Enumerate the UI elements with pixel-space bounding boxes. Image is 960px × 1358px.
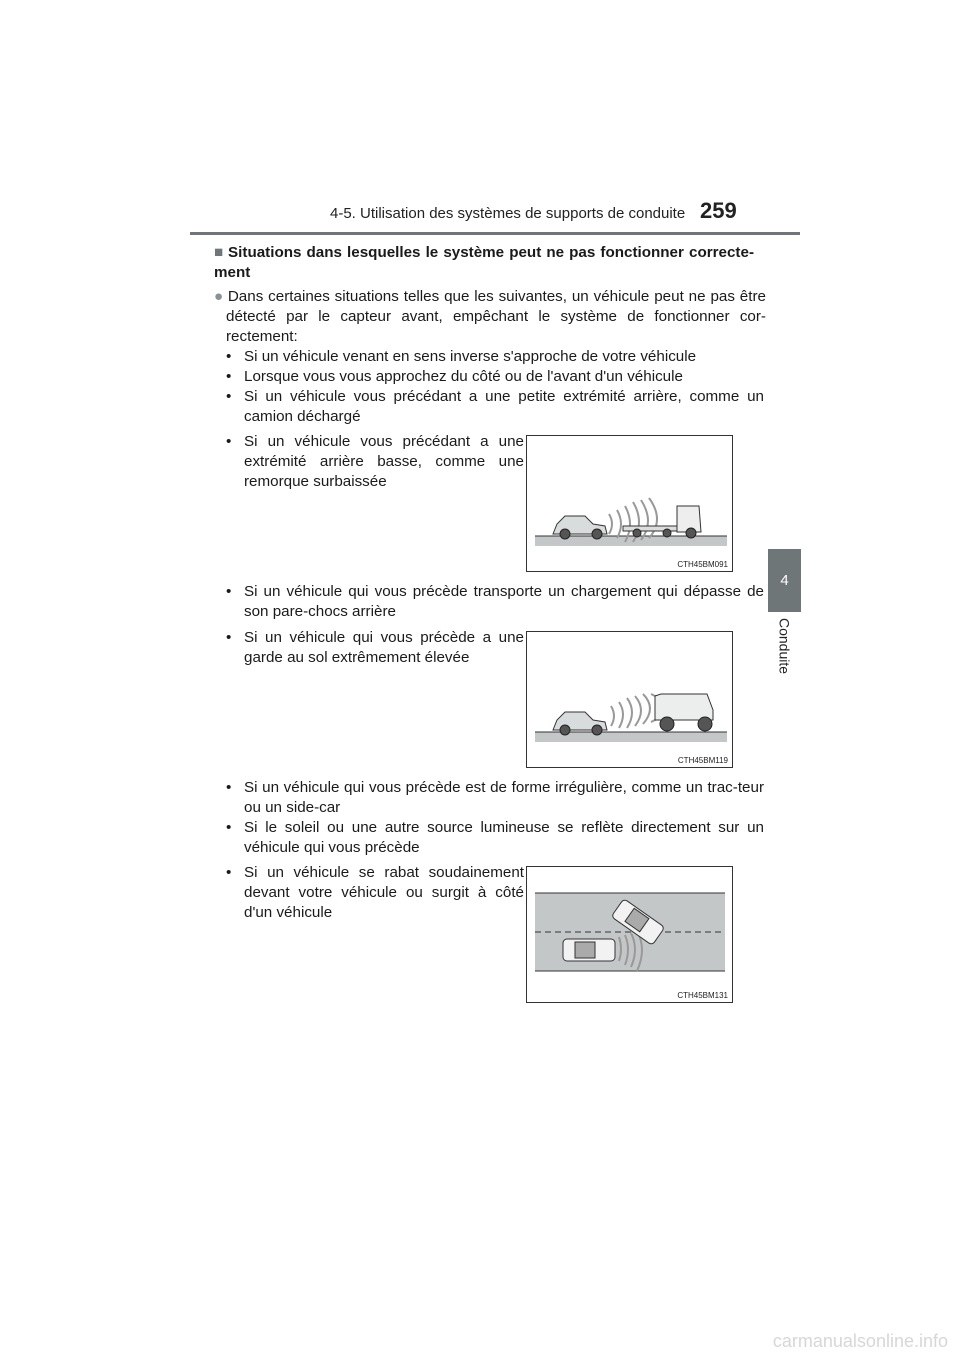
header-title: 4-5. Utilisation des systèmes de supports de conduite — [330, 205, 686, 222]
bullet-dot: • — [226, 388, 232, 405]
bullet-dot: • — [226, 348, 232, 365]
heading-text: Situations dans lesquelles le système peut ne pas fonctionner correcte-ment — [214, 244, 754, 281]
list-item: • Si un véhicule qui vous précède est de forme irrégulière, comme un trac-teur ou un side-car — [226, 779, 764, 816]
car-following-trailer-icon — [527, 436, 734, 573]
page-number: 259 — [700, 198, 737, 223]
section-heading — [214, 243, 754, 283]
bullet-dot: • — [226, 583, 232, 600]
watermark: carmanualsonline.info — [772, 1331, 948, 1351]
figure-code: CTH45BM091 — [677, 560, 728, 569]
list-item: • Si un véhicule venant en sens inverse s'approche de votre véhicule — [226, 348, 697, 365]
figure-trailer — [526, 435, 733, 572]
intro-paragraph — [214, 287, 766, 347]
car-following-suv-icon — [527, 632, 734, 769]
heading-marker: ■ — [214, 244, 225, 261]
bullet-dot: • — [226, 864, 232, 881]
figure-suv — [526, 631, 733, 768]
figure-code: CTH45BM119 — [677, 756, 728, 765]
header-rule — [190, 232, 800, 235]
list-item: • Si un véhicule vous précédant a une petite extrémité arrière, comme un camion déchargé — [226, 388, 764, 425]
car-cut-in-icon — [527, 867, 734, 1004]
list-item: • Si un véhicule se rabat soudainement devant votre véhicule ou surgit à côté d'un véhicule — [226, 864, 524, 921]
intro-marker: ● — [214, 288, 224, 305]
intro-text: Dans certaines situations telles que les suivantes, un véhicule peut ne pas être détecté par le capteur avant, empêchant le système de fonctionner cor-rectement: — [226, 288, 766, 345]
figure-cut-in — [526, 866, 733, 1003]
bullet-dot: • — [226, 779, 232, 796]
bullet-dot: • — [226, 433, 232, 450]
list-item: • Si un véhicule vous précédant a une extrémité arrière basse, comme une remorque surbaissée — [226, 433, 524, 490]
list-item: • Si le soleil ou une autre source lumineuse se reflète directement sur un véhicule qui vous précède — [226, 819, 764, 856]
list-item: • Si un véhicule qui vous précède transporte un chargement qui dépasse de son pare-chocs arrière — [226, 583, 764, 620]
bullet-dot: • — [226, 368, 232, 385]
list-item: • Lorsque vous vous approchez du côté ou de l'avant d'un véhicule — [226, 368, 683, 385]
chapter-tab[interactable]: 4 — [768, 549, 801, 612]
figure-code: CTH45BM131 — [677, 991, 728, 1000]
list-item: • Si un véhicule qui vous précède a une garde au sol extrêmement élevée — [226, 629, 524, 666]
bullet-dot: • — [226, 629, 232, 646]
bullet-dot: • — [226, 819, 232, 836]
chapter-label: Conduite — [776, 618, 793, 675]
